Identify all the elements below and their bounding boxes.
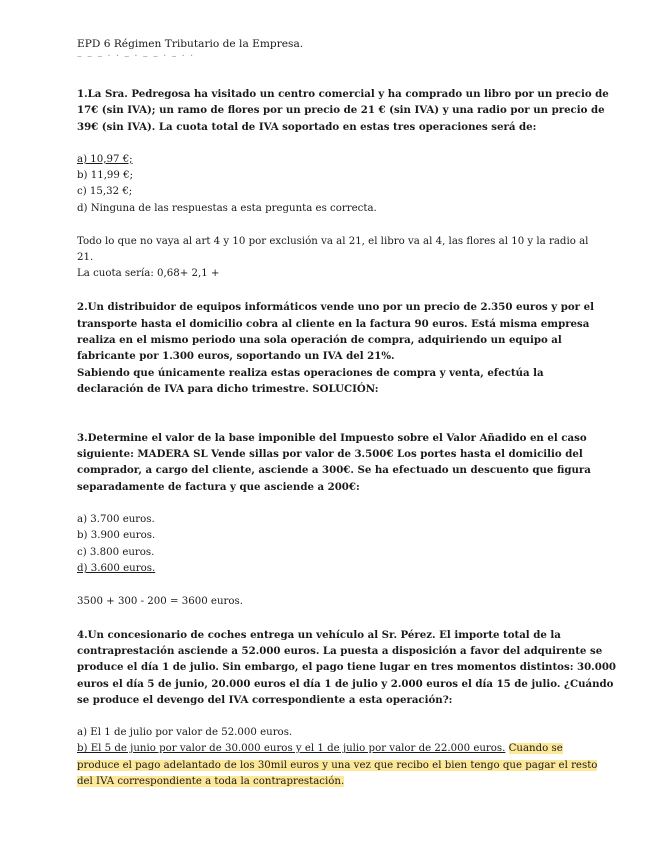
question-2-line: Sabiendo que únicamente realiza estas operaciones de compra y venta, efectúa la: [77, 366, 544, 379]
question-1-line: 17€ (sin IVA); un ramo de flores por un precio de 21 € (sin IVA) y una radio por un precio de: [77, 104, 605, 117]
question-1: [77, 86, 609, 283]
question-4-option-b: b) El 5 de junio por valor de 30.000 euros y el 1 de julio por valor de 22.000 euros.: [77, 743, 506, 755]
question-1-note: 21.: [77, 252, 94, 264]
question-2-line: 2.Un distribuidor de equipos informáticos vende uno por un precio de 2.350 euros y por el: [77, 301, 594, 314]
question-1-note: La cuota sería: 0,68+ 2,1 +: [77, 268, 220, 280]
question-1-option-c: c) 15,32 €;: [77, 186, 133, 198]
question-2-line: fabricante por 1.300 euros, soportando un IVA del 21%.: [77, 350, 395, 363]
question-3-line: comprador, a cargo del cliente, asciende a 300€. Se ha efectuado un descuento que figura: [77, 464, 591, 477]
highlighted-note: produce el pago adelantado de los 30mil euros y una vez que recibo el bien tengo que pagar el resto: [77, 759, 598, 771]
question-2-line: declaración de IVA para dicho trimestre. SOLUCIÓN:: [77, 383, 379, 396]
question-4-option-a: a) El 1 de julio por valor de 52.000 euros.: [77, 726, 293, 738]
question-3: [77, 430, 591, 610]
question-4-line: se produce el devengo del IVA correspondiente a esta operación?:: [77, 694, 453, 707]
question-2-line: transporte hasta el domicilio cobra al cliente en la factura 90 euros. Está misma empresa: [77, 317, 590, 330]
question-2-line: realiza en el mismo periodo una sola operación de compra, adquiriendo un equipo al: [77, 334, 562, 347]
question-4-line: euros el día 5 de junio, 20.000 euros el día 1 de julio y 2.000 euros el día 15 de julio. ¿Cuándo: [77, 677, 614, 690]
question-4-line: contraprestación asciende a 52.000 euros. La puesta a disposición a favor del adquirente se: [77, 644, 603, 657]
question-3-option-c: c) 3.800 euros.: [77, 546, 155, 558]
document-body: [77, 36, 616, 791]
question-4-line: produce el día 1 de julio. Sin embargo, el pago tiene lugar en tres momentos distintos: 30.000: [77, 661, 616, 674]
question-4: [77, 627, 616, 791]
question-4-option-b-row: [77, 741, 577, 757]
question-1-line: 1.La Sra. Pedregosa ha visitado un centro comercial y ha comprado un libro por un precio de: [77, 88, 609, 100]
question-3-line: 3.Determine el valor de la base imponible del Impuesto sobre el Valor Añadido en el caso: [77, 431, 587, 444]
document-title: EPD 6 Régimen Tributario de la Empresa.: [77, 38, 304, 50]
question-3-line: siguiente: MADERA SL Vende sillas por valor de 3.500€ Los portes hasta el domicilio del: [77, 448, 583, 461]
question-3-option-a: a) 3.700 euros.: [77, 513, 155, 525]
question-3-option-b: b) 3.900 euros.: [77, 530, 156, 542]
question-1-note: Todo lo que no vaya al art 4 y 10 por exclusión va al 21, el libro va al 4, las flores al 10 y la radio al: [77, 235, 589, 247]
highlighted-note-row: [77, 774, 577, 790]
question-4-line: 4.Un concesionario de coches entrega un vehículo al Sr. Pérez. El importe total de la: [77, 628, 561, 641]
highlighted-note: Cuando se: [508, 743, 563, 755]
question-1-option-a: a) 10,97 €;: [77, 153, 133, 165]
question-2: [77, 299, 594, 397]
question-3-option-d: d) 3.600 euros.: [77, 562, 156, 574]
question-1-option-d: d) Ninguna de las respuestas a esta pregunta es correcta.: [77, 202, 377, 214]
question-3-line: separadamente de factura y que asciende a 200€:: [77, 480, 360, 493]
question-3-calculation: 3500 + 300 - 200 = 3600 euros.: [77, 595, 243, 607]
question-1-line: 39€ (sin IVA). La cuota total de IVA soportado en estas tres operaciones será de:: [77, 120, 537, 133]
highlighted-note-row: [77, 758, 598, 774]
question-1-option-b: b) 11,99 €;: [77, 170, 134, 182]
highlighted-note: del IVA correspondiente a toda la contraprestación.: [77, 776, 345, 788]
document-subtitle: – – – · · – · – – · – · ·: [77, 52, 195, 62]
